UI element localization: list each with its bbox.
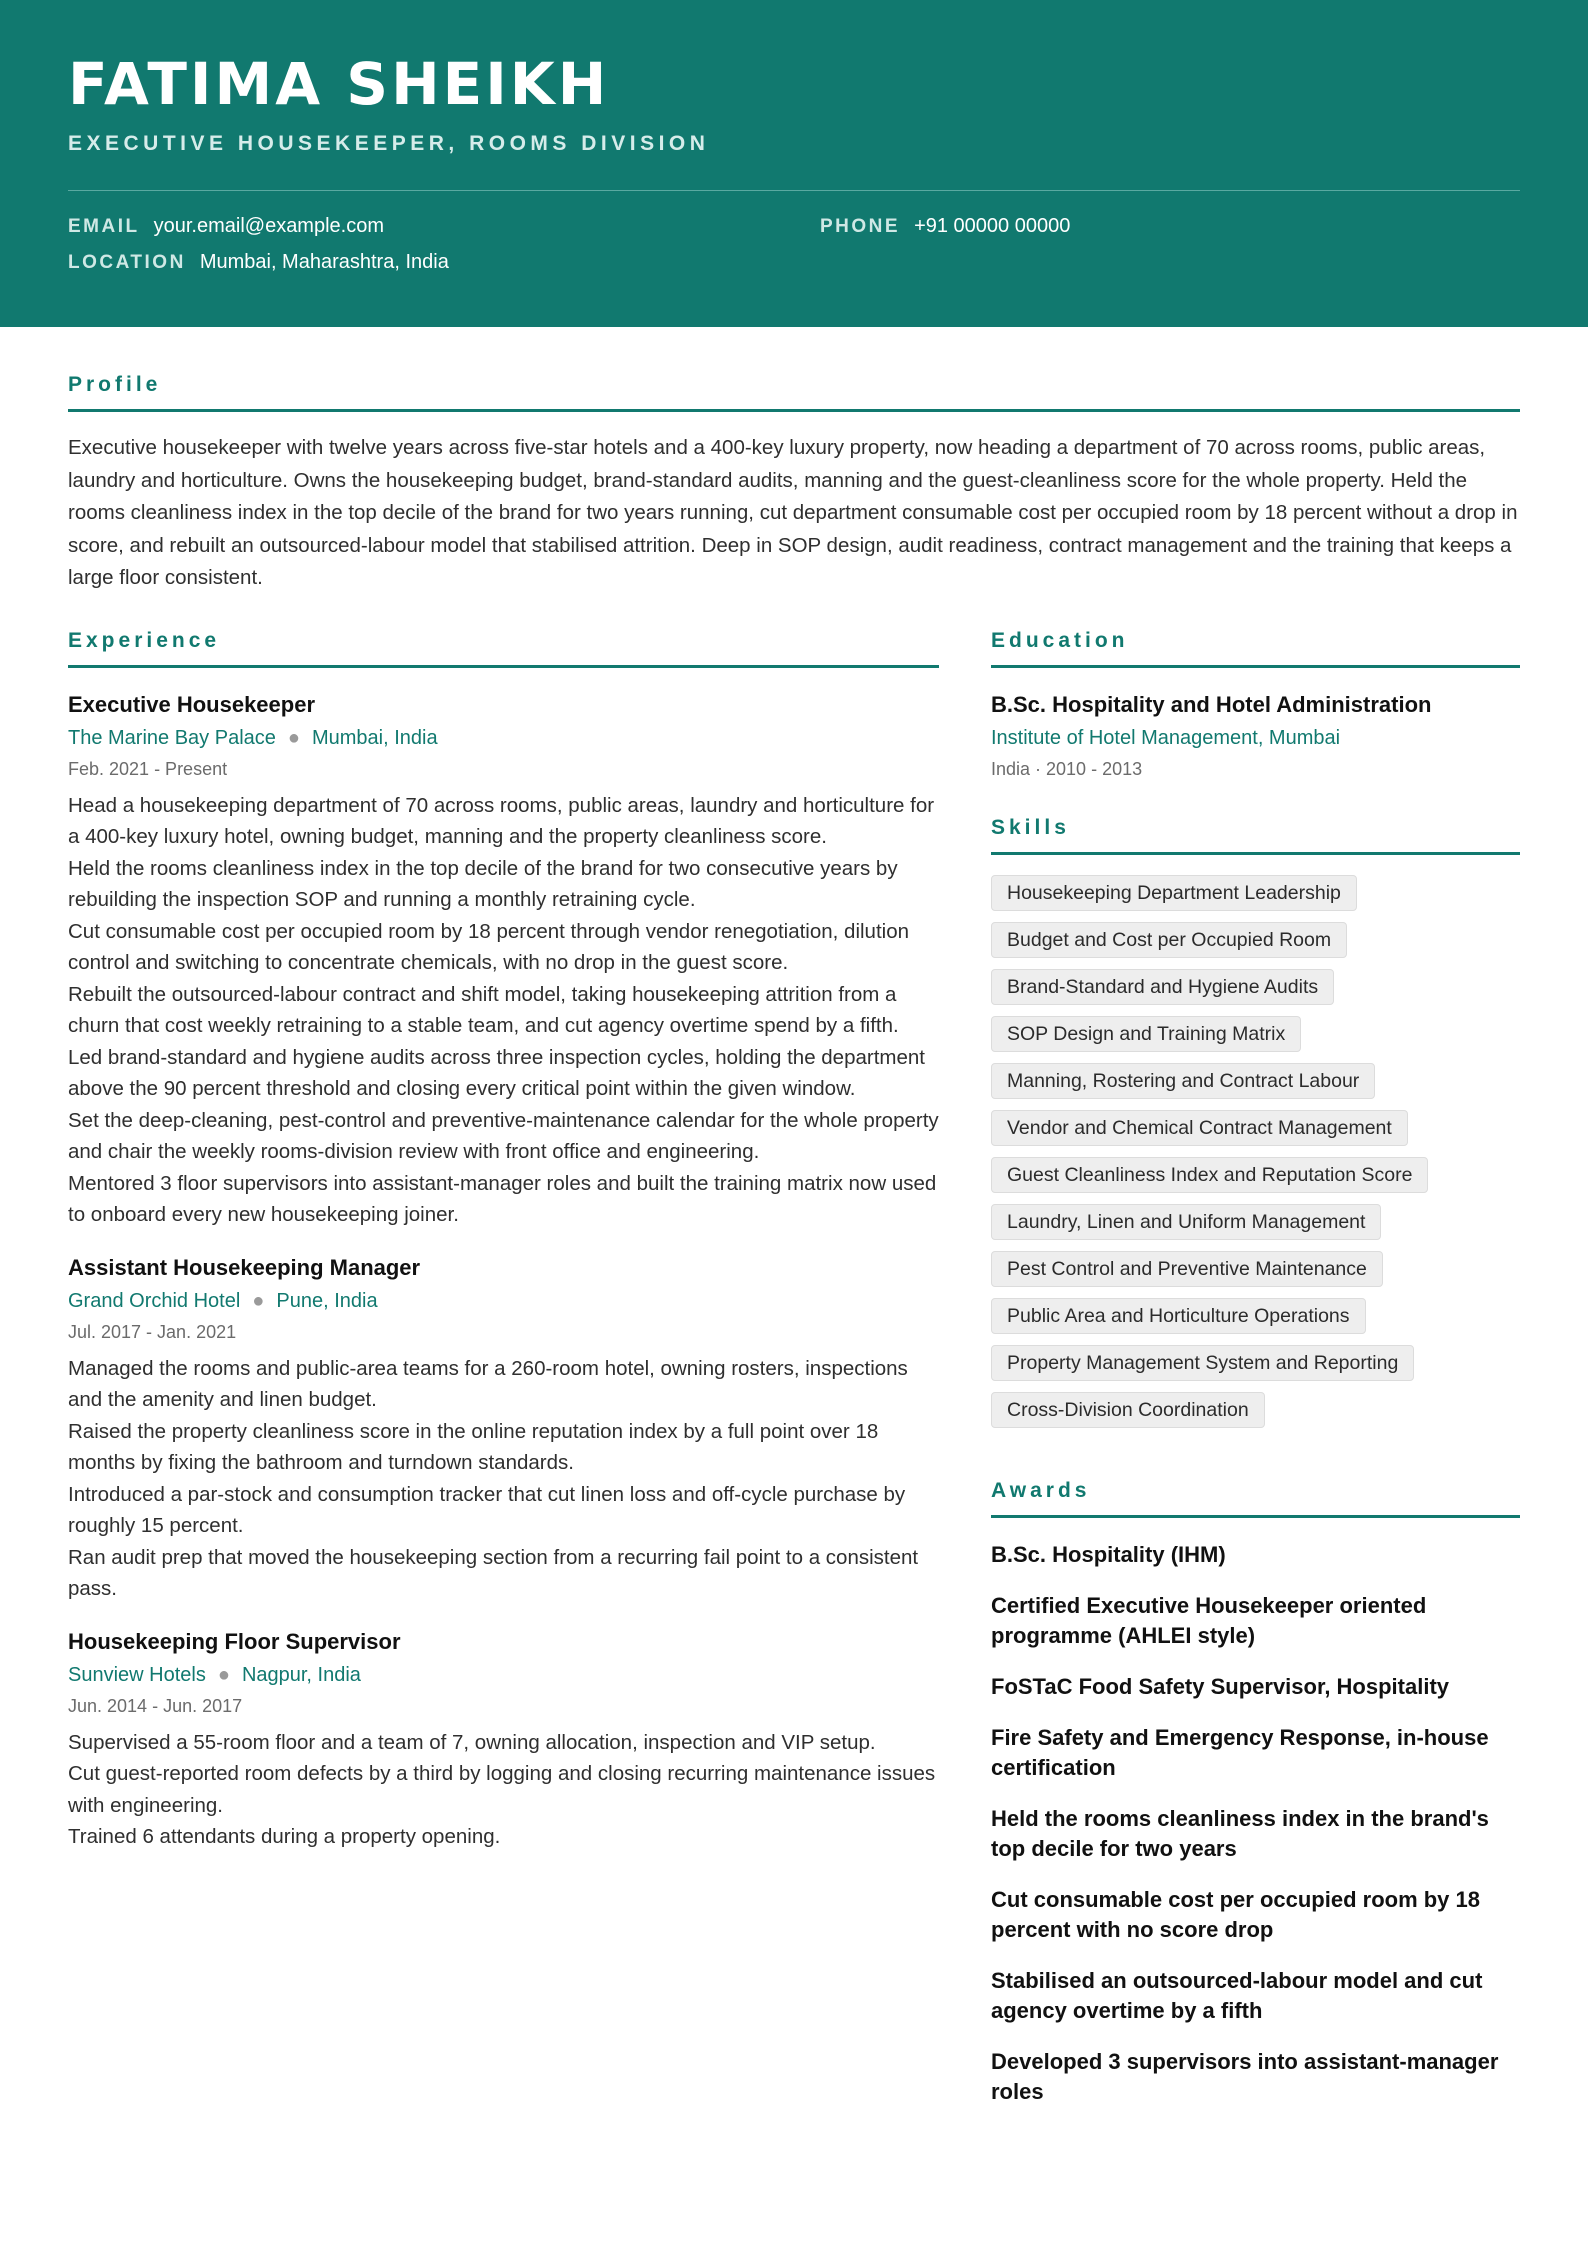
- education-entry: [991, 690, 1520, 782]
- awards-section: [991, 1479, 1520, 2107]
- skill-chip: Pest Control and Preventive Maintenance: [991, 1251, 1383, 1287]
- profile-text: Executive housekeeper with twelve years across five-star hotels and a 400-key luxury property, now heading a department of 70 across rooms, public areas, laundry and horticulture. Owns the housekeeping budget, brand-standard audits, manning and the guest-cleanliness score for the whole property. Held the rooms cleanliness index in the top decile of the brand for two years running, cut department consumable cost per occupied room by 18 percent without a drop in score, and rebuilt an outsourced-labour model that stabilised attrition. Deep in SOP design, audit readiness, contract management and the training that keeps a large floor consistent.: [68, 436, 1518, 589]
- job-entry: [68, 1253, 939, 1605]
- job-bullet: Supervised a 55-room floor and a team of 7, owning allocation, inspection and VIP setup.: [68, 1730, 876, 1754]
- location-value: Mumbai, Maharashtra, India: [199, 251, 449, 273]
- candidate-title: EXECUTIVE HOUSEKEEPER, ROOMS DIVISION: [68, 132, 710, 155]
- job-title: Executive Housekeeper: [68, 691, 316, 717]
- job-location: Pune, India: [276, 1289, 378, 1312]
- job-entry: [68, 690, 939, 1231]
- job-bullet: Mentored 3 floor supervisors into assistant-manager roles and built the training matrix now used to onboard every new housekeeping joiner.: [68, 1171, 937, 1226]
- job-bullet: Managed the rooms and public-area teams for a 260-room hotel, owning rosters, inspections and the amenity and linen budget.: [68, 1356, 908, 1411]
- education-details: India · 2010 - 2013: [991, 758, 1143, 779]
- job-dates: Jul. 2017 - Jan. 2021: [68, 1321, 237, 1342]
- resume-body: [0, 327, 1588, 2104]
- awards-heading: Awards: [991, 1479, 1520, 1518]
- skill-chip: Vendor and Chemical Contract Management: [991, 1110, 1408, 1146]
- profile-heading: Profile: [68, 373, 1520, 412]
- job-bullet: Trained 6 attendants during a property opening.: [68, 1825, 501, 1848]
- education-school: Institute of Hotel Management, Mumbai: [991, 726, 1341, 749]
- skill-chip: Guest Cleanliness Index and Reputation Score: [991, 1157, 1428, 1193]
- phone-label: PHONE: [820, 216, 901, 237]
- job-title: Assistant Housekeeping Manager: [68, 1254, 421, 1280]
- education-degree: B.Sc. Hospitality and Hotel Administration: [991, 691, 1432, 717]
- skill-chip: SOP Design and Training Matrix: [991, 1016, 1301, 1052]
- phone-value[interactable]: +91 00000 00000: [914, 215, 1071, 237]
- job-entry: [68, 1627, 939, 1853]
- award-item: FoSTaC Food Safety Supervisor, Hospitality: [991, 1673, 1450, 1699]
- email-value[interactable]: your.email@example.com: [153, 215, 384, 237]
- skill-chip: Property Management System and Reporting: [991, 1345, 1414, 1381]
- skill-chip: Brand-Standard and Hygiene Audits: [991, 969, 1334, 1005]
- contact-block: [68, 215, 1520, 295]
- education-heading: Education: [991, 629, 1520, 668]
- education-section: [991, 629, 1520, 782]
- job-meta: [68, 724, 939, 752]
- job-meta: [68, 1287, 939, 1315]
- job-title: Housekeeping Floor Supervisor: [68, 1628, 401, 1654]
- sidebar-column: [991, 629, 1520, 2128]
- job-bullet: Raised the property cleanliness score in the online reputation index by a full point over 18 months by fixing the bathroom and turndown standards.: [68, 1419, 879, 1474]
- job-bullet: Ran audit prep that moved the housekeeping section from a recurring fail point to a consistent pass.: [68, 1545, 919, 1600]
- job-location: Mumbai, India: [311, 726, 438, 749]
- job-bullets: [68, 790, 939, 1231]
- award-item: Certified Executive Housekeeper oriented programme (AHLEI style): [991, 1592, 1427, 1648]
- skills-section: [991, 816, 1520, 1439]
- separator-dot-icon: ●: [287, 726, 300, 749]
- awards-list: [991, 1540, 1520, 2107]
- job-company: Sunview Hotels: [68, 1663, 206, 1686]
- job-bullet: Held the rooms cleanliness index in the top decile of the brand for two consecutive years by rebuilding the inspection SOP and running a monthly retraining cycle.: [68, 856, 898, 911]
- contact-email: [68, 215, 384, 238]
- experience-heading: Experience: [68, 629, 939, 668]
- job-bullets: [68, 1727, 939, 1853]
- skill-chip: Housekeeping Department Leadership: [991, 875, 1357, 911]
- contact-location: [68, 251, 449, 274]
- job-bullet: Head a housekeeping department of 70 across rooms, public areas, laundry and horticulture for a 400-key luxury hotel, owning budget, manning and the property cleanliness score.: [68, 793, 935, 848]
- profile-section: [68, 327, 1520, 595]
- skill-chip: Budget and Cost per Occupied Room: [991, 922, 1347, 958]
- job-company: Grand Orchid Hotel: [68, 1289, 241, 1312]
- skills-list: [991, 875, 1520, 1439]
- experience-section: [68, 629, 939, 1853]
- resume-header: [0, 0, 1588, 327]
- candidate-name: FATIMA SHEIKH: [68, 50, 610, 118]
- award-item: Stabilised an outsourced-labour model and cut agency overtime by a fifth: [991, 1967, 1483, 2023]
- award-item: Held the rooms cleanliness index in the brand's top decile for two years: [991, 1805, 1489, 1861]
- award-item: Cut consumable cost per occupied room by 18 percent with no score drop: [991, 1886, 1480, 1942]
- email-label: EMAIL: [68, 216, 140, 237]
- job-meta: [68, 1661, 939, 1689]
- job-company: The Marine Bay Palace: [68, 726, 276, 749]
- separator-dot-icon: ●: [217, 1663, 230, 1686]
- header-divider: [68, 190, 1520, 191]
- skill-chip: Public Area and Horticulture Operations: [991, 1298, 1366, 1334]
- job-bullets: [68, 1353, 939, 1605]
- job-location: Nagpur, India: [241, 1663, 361, 1686]
- job-bullet: Rebuilt the outsourced-labour contract and shift model, taking housekeeping attrition from a churn that cost weekly retraining to a stable team, and cut agency overtime spend by a fifth.: [68, 982, 899, 1037]
- skill-chip: Laundry, Linen and Uniform Management: [991, 1204, 1381, 1240]
- contact-phone: [820, 215, 1070, 238]
- job-bullet: Led brand-standard and hygiene audits across three inspection cycles, holding the department above the 90 percent threshold and closing every critical point within the given window.: [68, 1045, 925, 1100]
- separator-dot-icon: ●: [252, 1289, 265, 1312]
- skill-chip: Cross-Division Coordination: [991, 1392, 1265, 1428]
- job-bullet: Set the deep-cleaning, pest-control and preventive-maintenance calendar for the whole property and chair the weekly rooms-division review with front office and engineering.: [68, 1108, 939, 1163]
- location-label: LOCATION: [68, 252, 186, 273]
- job-dates: Jun. 2014 - Jun. 2017: [68, 1695, 243, 1716]
- award-item: B.Sc. Hospitality (IHM): [991, 1541, 1226, 1567]
- job-bullet: Introduced a par-stock and consumption tracker that cut linen loss and off-cycle purchase by roughly 15 percent.: [68, 1482, 906, 1537]
- job-dates: Feb. 2021 - Present: [68, 758, 228, 779]
- award-item: Fire Safety and Emergency Response, in-house certification: [991, 1724, 1489, 1780]
- skills-heading: Skills: [991, 816, 1520, 855]
- job-bullet: Cut consumable cost per occupied room by 18 percent through vendor renegotiation, dilution control and switching to concentrate chemicals, with no drop in the guest score.: [68, 919, 910, 974]
- skill-chip: Manning, Rostering and Contract Labour: [991, 1063, 1375, 1099]
- award-item: Developed 3 supervisors into assistant-manager roles: [991, 2048, 1499, 2104]
- job-bullet: Cut guest-reported room defects by a third by logging and closing recurring maintenance issues with engineering.: [68, 1762, 936, 1817]
